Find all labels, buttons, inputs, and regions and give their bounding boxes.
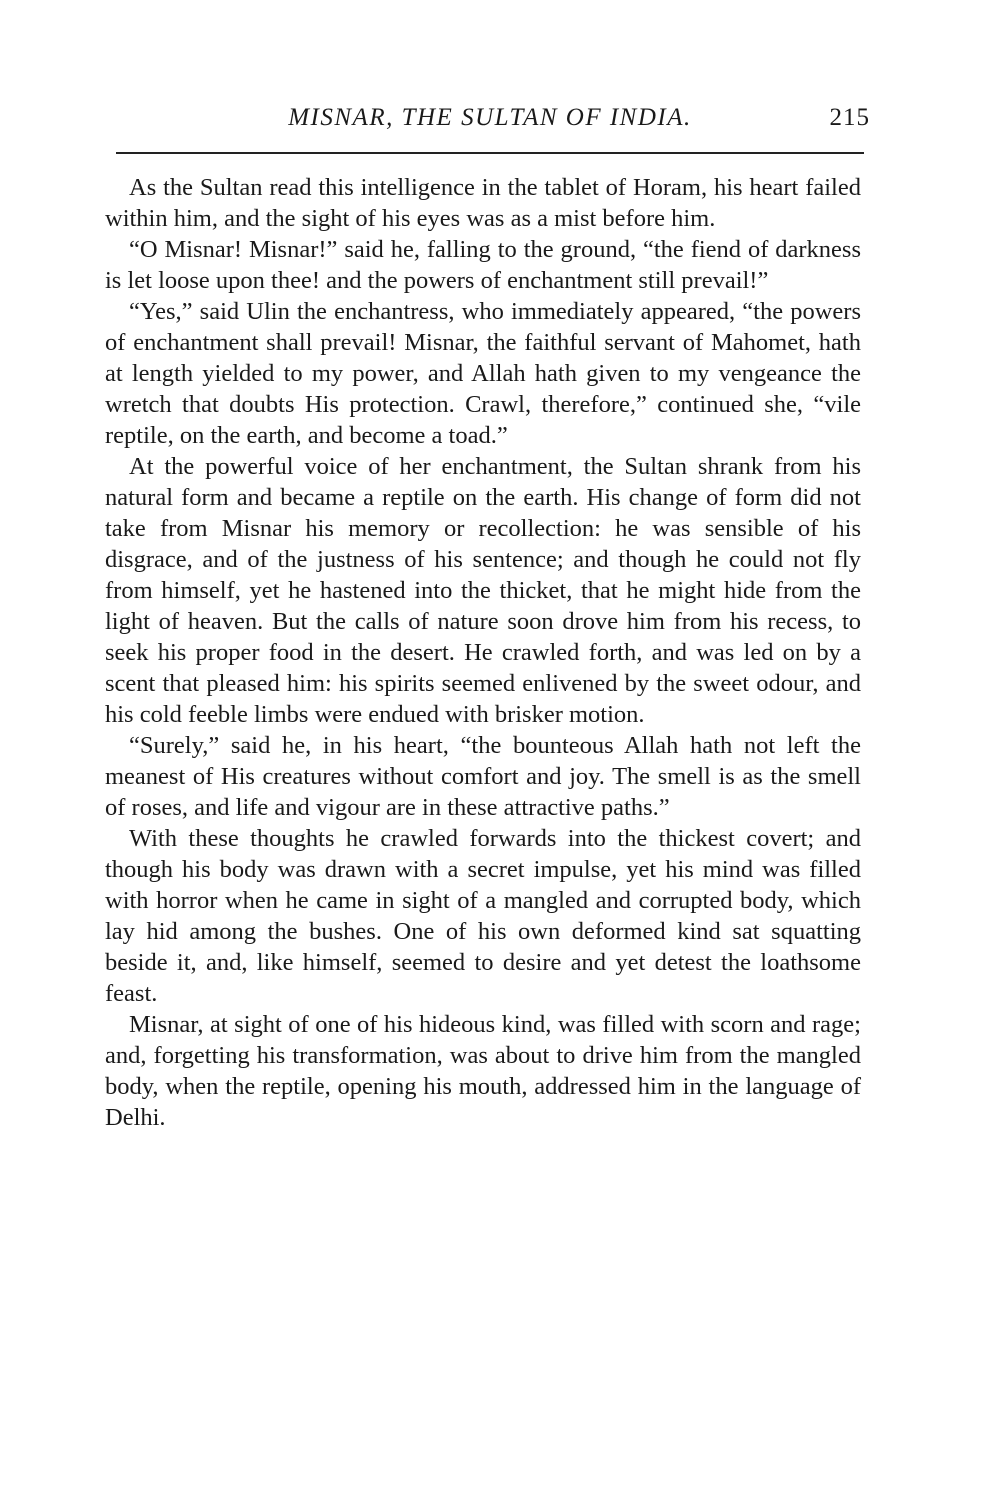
page-number: 215 <box>829 104 870 131</box>
paragraph-6: With these thoughts he crawled forwards into the thickest covert; and though his body was drawn with a secret impulse, yet his mind was filled with horror when he came in sight of a mangled and corrupted body, which lay hid among the bushes. One of his own deformed kind sat squatting beside it, and, like himself, seemed to desire and yet detest the loathsome feast. <box>105 825 861 1007</box>
running-head <box>110 104 870 144</box>
paragraph-4: At the powerful voice of her enchantment, the Sultan shrank from his natural form and became a reptile on the earth. His change of form did not take from Misnar his memory or recollection: he was sensible of his disgrace, and of the justness of his sentence; and though he could not fly from himself, yet he hastened into the thicket, that he might hide from the light of heaven. But the calls of nature soon drove him from his recess, to seek his proper food in the desert. He crawled forth, and was led on by a scent that pleased him: his spirits seemed enlivened by the sweet odour, and his cold feeble limbs were endued with brisker motion. <box>105 453 861 728</box>
paragraph-5: “Surely,” said he, in his heart, “the bounteous Allah hath not left the meanest of His creatures without comfort and joy. The smell is as the smell of roses, and life and vigour are in these attractive paths.” <box>105 732 861 821</box>
body-text <box>105 172 861 1133</box>
paragraph-3: “Yes,” said Ulin the enchantress, who immediately appeared, “the powers of enchantment shall prevail! Misnar, the faithful servant of Mahomet, hath at length yielded to my power, and Allah hath given to my vengeance the wretch that doubts His protection. Crawl, therefore,” continued she, “vile reptile, on the earth, and become a toad.” <box>105 298 861 449</box>
header-rule <box>116 152 864 154</box>
paragraph-1: As the Sultan read this intelligence in the tablet of Horam, his heart failed within him, and the sight of his eyes was as a mist before him. <box>105 174 861 232</box>
paragraph-7: Misnar, at sight of one of his hideous kind, was filled with scorn and rage; and, forgetting his transformation, was about to drive him from the mangled body, when the reptile, opening his mouth, addressed him in the language of Delhi. <box>105 1011 861 1131</box>
running-title: MISNAR, THE SULTAN OF INDIA. <box>288 104 692 131</box>
paragraph-2: “O Misnar! Misnar!” said he, falling to the ground, “the fiend of darkness is let loose upon thee! and the powers of enchantment still prevail!” <box>105 236 861 294</box>
